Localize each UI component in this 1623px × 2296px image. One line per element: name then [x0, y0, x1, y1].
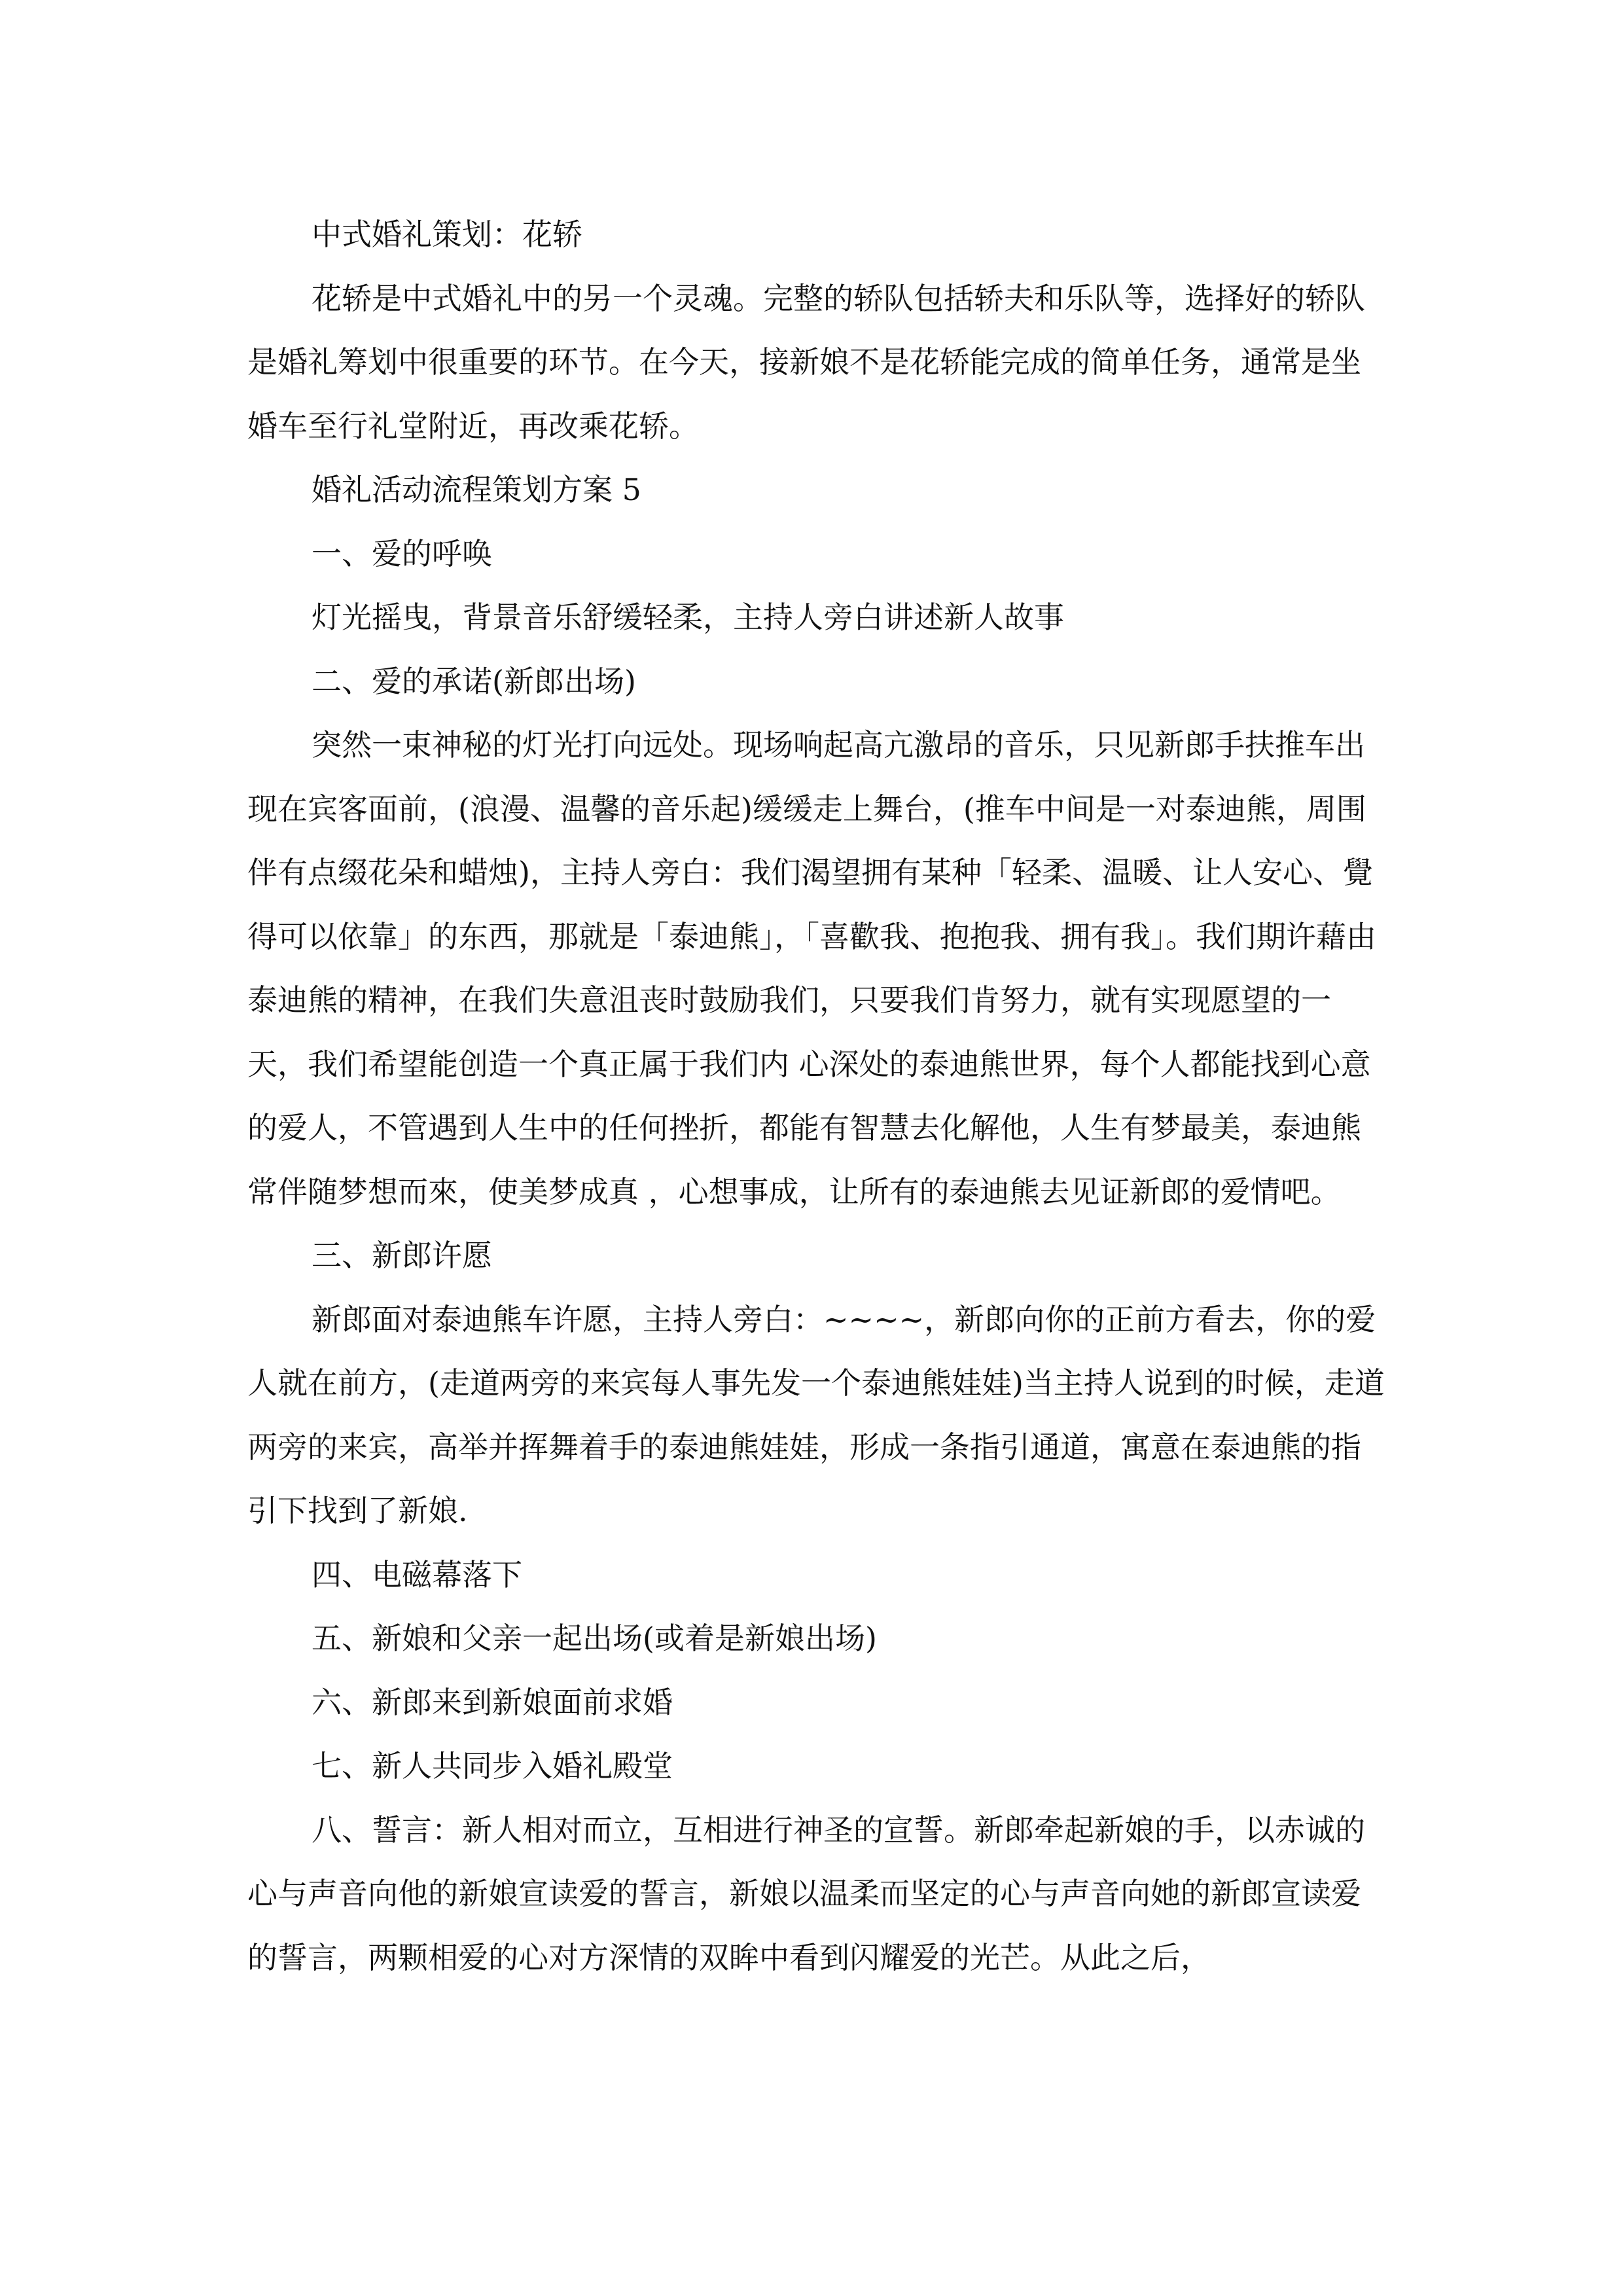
step-heading-6: 六、新郎来到新娘面前求婚	[312, 1684, 673, 1720]
step-heading-5: 五、新娘和父亲一起出场(或着是新娘出场)	[312, 1621, 877, 1656]
step-heading-4: 四、电磁幕落下	[312, 1556, 522, 1592]
step-heading-7: 七、新人共同步入婚礼殿堂	[312, 1748, 673, 1784]
paragraph-step-1: 灯光摇曳，背景音乐舒缓轻柔，主持人旁白讲述新人故事	[312, 600, 1064, 635]
paragraph-flower-sedan: 花轿是中式婚礼中的另一个灵魂。完整的轿队包括轿夫和乐队等，选择好的轿队是婚礼筹划中很重要的环节。在今天，接新娘不是花轿能完成的简单任务，通常是坐婚车至行礼堂附近，再改乘花轿。	[247, 280, 1365, 444]
document-body	[247, 203, 1389, 1990]
plan-title: 婚礼活动流程策划方案 5	[312, 472, 641, 507]
step-heading-2: 二、爱的承诺(新郎出场)	[312, 663, 636, 699]
step-heading-3: 三、新郎许愿	[312, 1238, 492, 1273]
section-title-flower-sedan: 中式婚礼策划：花轿	[312, 217, 582, 252]
paragraph-step-8: 八、誓言：新人相对而立，互相进行神圣的宣誓。新郎牵起新娘的手，以赤诚的心与声音向他的新娘宣读爱的誓言，新娘以温柔而坚定的心与声音向她的新郎宣读爱的誓言，两颗相爱的心对方深情的双眸中看到闪耀爱的光芒。从此之后，	[247, 1812, 1365, 1975]
paragraph-step-3: 新郎面对泰迪熊车许愿，主持人旁白：~~~~，新郎向你的正前方看去，你的爱人就在前方，(走道两旁的来宾每人事先发一个泰迪熊娃娃)当主持人说到的时候，走道两旁的来宾，高举并挥舞着手的泰迪熊娃娃，形成一条指引通道，寓意在泰迪熊的指引下找到了新娘.	[247, 1301, 1385, 1528]
step-heading-1: 一、爱的呼唤	[312, 535, 492, 571]
paragraph-step-2: 突然一束神秘的灯光打向远处。现场响起高亢激昂的音乐，只见新郎手扶推车出现在宾客面前，(浪漫、温馨的音乐起)缓缓走上舞台，(推车中间是一对泰迪熊，周围伴有点缀花朵和蜡烛)，主持人旁白：我们渴望拥有某种「轻柔、温暖、让人安心、覺得可以依靠」的东西，那就是「泰迪熊」，「喜歡我、抱抱我、拥有我」。我们期许藉由泰迪熊的精神，在我们失意沮丧时鼓励我们，只要我们肯努力，就有实现愿望的一天，我们希望能创造一个真正属于我们内 心深处的泰迪熊世界，每个人都能找到心意的爱人，不管遇到人生中的任何挫折，都能有智慧去化解他，人生有梦最美，泰迪熊常伴随梦想而來，使美梦成真 ，心想事成，让所有的泰迪熊去见证新郎的爱情吧。	[247, 727, 1376, 1210]
